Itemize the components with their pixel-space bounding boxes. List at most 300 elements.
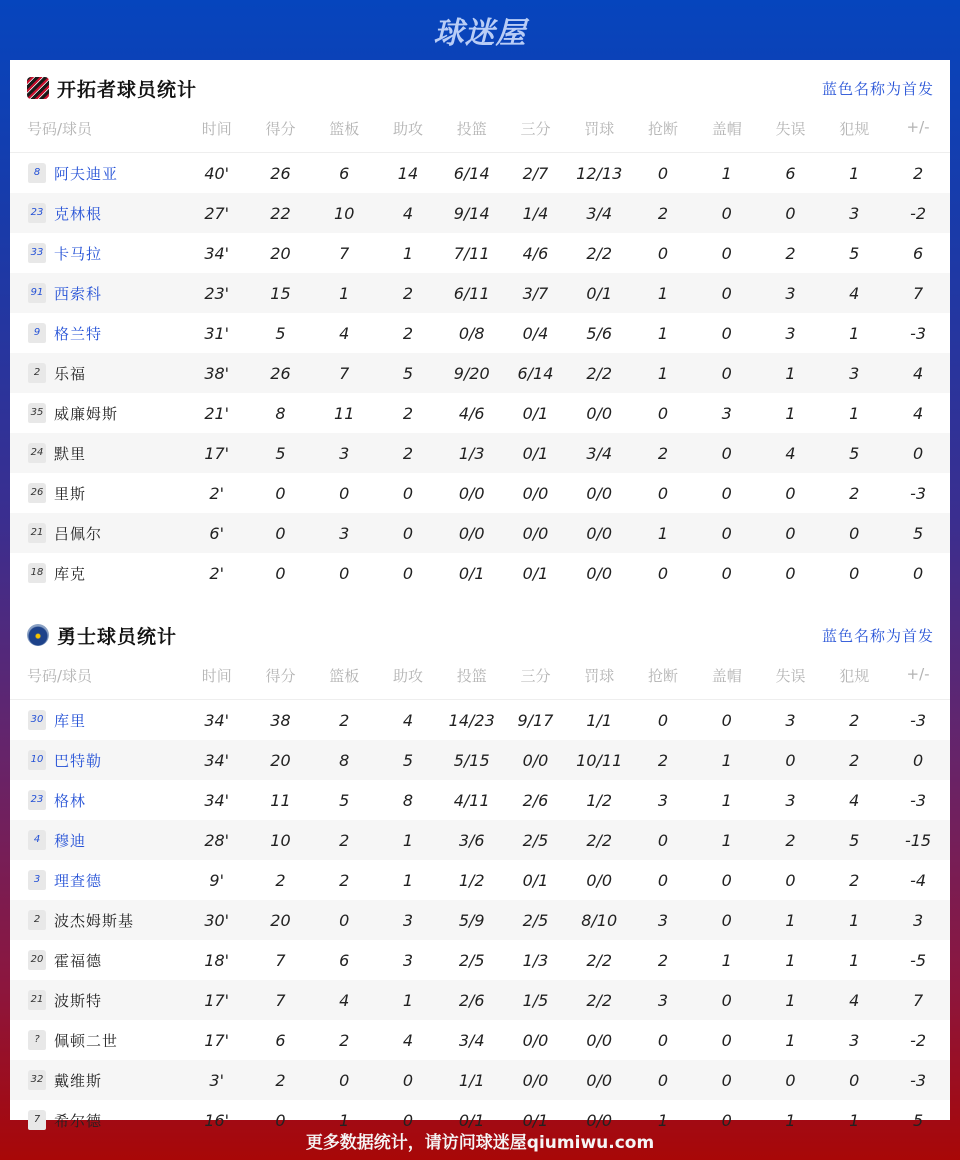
stat-cell: 3/4 xyxy=(567,433,631,473)
stat-cell: 2 xyxy=(822,740,886,780)
stat-cell: 0 xyxy=(312,900,376,940)
stat-cell: 5 xyxy=(376,353,440,393)
stat-cell: 0 xyxy=(657,163,669,183)
stat-cell: 2 xyxy=(759,820,823,860)
stat-cell: 0/1 xyxy=(522,870,549,890)
warriors-logo-icon xyxy=(27,624,49,646)
column-header[interactable]: 盖帽 xyxy=(695,663,759,700)
column-header[interactable]: 失误 xyxy=(759,663,823,700)
stat-cell: 5 xyxy=(339,790,350,810)
stat-cell: 1/3 xyxy=(440,433,504,473)
stat-cell: 0 xyxy=(402,483,414,503)
stat-cell: 16' xyxy=(204,1110,230,1130)
stat-cell: 3 xyxy=(785,790,796,810)
stat-cell: 6 xyxy=(912,243,924,263)
jersey-number-badge: 23 xyxy=(28,790,46,810)
stat-cell: 0 xyxy=(339,563,350,583)
stat-cell: 2 xyxy=(849,870,860,890)
stat-cell: 0 xyxy=(275,1110,286,1130)
stat-cell: 5 xyxy=(275,323,286,343)
stat-cell: 3 xyxy=(721,403,732,423)
stat-cell: 0 xyxy=(785,563,796,583)
stat-cell: 20 xyxy=(249,740,313,780)
player-name[interactable]: 佩顿二世 xyxy=(54,1031,119,1050)
jersey-number-badge: 24 xyxy=(28,443,46,463)
stat-cell: 34' xyxy=(204,243,230,263)
stat-cell: 0/1 xyxy=(458,1110,485,1130)
player-name[interactable]: 西索科 xyxy=(54,284,103,303)
column-header[interactable]: 犯规 xyxy=(822,116,886,153)
stat-cell: 0/8 xyxy=(458,323,485,343)
player-name[interactable]: 穆迪 xyxy=(54,831,87,850)
stat-cell: 0/4 xyxy=(522,323,549,343)
stat-cell: 1 xyxy=(657,1110,669,1130)
player-row[interactable] xyxy=(10,273,950,313)
player-name[interactable]: 里斯 xyxy=(54,484,87,503)
player-name[interactable]: 巴特勒 xyxy=(54,751,103,770)
jersey-number-badge: 30 xyxy=(28,710,46,730)
player-cell[interactable] xyxy=(10,313,185,353)
column-header[interactable]: 篮板 xyxy=(312,663,376,700)
jersey-number-badge: 26 xyxy=(28,483,46,503)
stat-cell: 0 xyxy=(721,323,732,343)
jersey-number-badge: 91 xyxy=(28,283,46,303)
stat-cell: 5 xyxy=(886,513,950,553)
jersey-number-badge: 9 xyxy=(28,323,46,343)
stat-cell: 1 xyxy=(631,513,695,553)
stat-cell: 0/1 xyxy=(458,563,485,583)
player-row[interactable] xyxy=(10,153,950,194)
player-cell[interactable] xyxy=(10,980,185,1020)
player-row[interactable] xyxy=(10,820,950,860)
player-row[interactable] xyxy=(10,860,950,900)
column-header[interactable]: 助攻 xyxy=(376,663,440,700)
player-name[interactable]: 库里 xyxy=(54,711,87,730)
player-name[interactable]: 波杰姆斯基 xyxy=(54,911,135,930)
player-row[interactable] xyxy=(10,1020,950,1060)
stat-cell: 1 xyxy=(631,273,695,313)
stat-cell: 5 xyxy=(376,740,440,780)
stat-cell: 2/6 xyxy=(440,980,504,1020)
player-cell[interactable] xyxy=(10,780,185,820)
column-header[interactable]: 犯规 xyxy=(822,663,886,700)
column-header[interactable]: 三分 xyxy=(504,663,568,700)
stat-cell: 2/5 xyxy=(504,820,568,860)
stat-cell: 1/2 xyxy=(586,790,613,810)
stat-cell: 1 xyxy=(822,900,886,940)
stat-cell: 8 xyxy=(312,740,376,780)
stat-cell: 4 xyxy=(886,353,950,393)
stat-cell: 5/15 xyxy=(440,740,504,780)
stat-cell: 4 xyxy=(402,710,414,730)
stat-cell: 2/5 xyxy=(458,950,485,970)
stat-cell: 1 xyxy=(376,820,440,860)
stat-cell: 7/11 xyxy=(453,243,490,263)
player-cell[interactable] xyxy=(10,820,185,860)
stat-cell: 0 xyxy=(376,1060,440,1100)
site-logo: 球迷屋 xyxy=(433,16,527,51)
player-row[interactable] xyxy=(10,1060,950,1100)
stat-cell: 3 xyxy=(402,950,414,970)
stat-cell: 0 xyxy=(339,483,350,503)
stat-cell: 2/2 xyxy=(586,950,613,970)
player-name[interactable]: 威廉姆斯 xyxy=(54,404,119,423)
stat-cell: 2 xyxy=(631,193,695,233)
player-row[interactable] xyxy=(10,700,950,741)
stat-cell: 6/14 xyxy=(453,163,490,183)
stat-cell: 2 xyxy=(402,403,414,423)
player-cell[interactable] xyxy=(10,1020,185,1060)
player-row[interactable] xyxy=(10,233,950,273)
stat-cell: 6/14 xyxy=(504,353,568,393)
stat-cell: 1 xyxy=(759,980,823,1020)
stat-cell: 0 xyxy=(785,870,796,890)
stat-cell: 0/0 xyxy=(458,483,485,503)
team-section-header xyxy=(10,607,950,663)
stat-cell: 20 xyxy=(270,243,291,263)
player-name[interactable]: 库克 xyxy=(54,564,87,583)
blazers-logo-icon xyxy=(27,77,49,99)
stat-cell: 2 xyxy=(402,323,414,343)
stat-cell: 0 xyxy=(759,193,823,233)
stat-cell: 6 xyxy=(275,1030,286,1050)
team-section-header xyxy=(10,60,950,116)
stat-cell: 0/0 xyxy=(567,1060,631,1100)
stat-cell: 2' xyxy=(209,563,224,583)
stat-cell: 34' xyxy=(185,740,249,780)
stat-cell: 3' xyxy=(185,1060,249,1100)
stat-cell: 1 xyxy=(785,1110,796,1130)
stat-cell: 5/9 xyxy=(440,900,504,940)
stat-cell: 0/0 xyxy=(586,870,613,890)
stat-cell: 1 xyxy=(657,323,669,343)
stat-cell: 4 xyxy=(849,790,860,810)
column-header[interactable]: 号码/球员 xyxy=(10,663,185,700)
column-header[interactable]: 助攻 xyxy=(376,116,440,153)
stat-cell: 22 xyxy=(249,193,313,233)
stat-cell: 4 xyxy=(759,433,823,473)
stat-cell: 3 xyxy=(376,900,440,940)
stat-cell: 1/5 xyxy=(504,980,568,1020)
starter-legend-note: 蓝色名称为首发 xyxy=(821,626,934,645)
stat-cell: 1 xyxy=(376,980,440,1020)
player-name[interactable]: 阿夫迪亚 xyxy=(54,164,119,183)
player-row[interactable] xyxy=(10,353,950,393)
player-cell[interactable] xyxy=(10,153,185,194)
player-cell[interactable] xyxy=(10,940,185,980)
stat-cell: -2 xyxy=(886,193,950,233)
stat-cell: 0 xyxy=(721,1110,732,1130)
stat-cell: 1 xyxy=(785,1030,796,1050)
stat-cell: 5 xyxy=(912,1110,924,1130)
jersey-number-badge: 33 xyxy=(28,243,46,263)
stats-card xyxy=(10,60,950,1130)
stat-cell: 5/6 xyxy=(586,323,613,343)
column-header[interactable]: 时间 xyxy=(185,116,249,153)
player-row[interactable] xyxy=(10,553,950,593)
stat-cell: 10/11 xyxy=(567,740,631,780)
stat-cell: -3 xyxy=(886,1060,950,1100)
player-cell[interactable] xyxy=(10,900,185,940)
stat-cell: 3 xyxy=(312,433,376,473)
stat-cell: 1 xyxy=(312,273,376,313)
column-header[interactable]: 抢断 xyxy=(631,116,695,153)
stat-cell: 0 xyxy=(759,513,823,553)
stat-cell: 40' xyxy=(204,163,230,183)
stat-cell: 4 xyxy=(339,323,350,343)
stat-cell: -3 xyxy=(910,483,927,503)
stat-cell: 17' xyxy=(185,433,249,473)
player-name[interactable]: 波斯特 xyxy=(54,991,103,1010)
column-header[interactable]: 投篮 xyxy=(440,116,504,153)
column-header[interactable]: 抢断 xyxy=(631,663,695,700)
column-header[interactable]: 得分 xyxy=(249,116,313,153)
stat-cell: 7 xyxy=(275,950,286,970)
stat-cell: 0 xyxy=(721,563,732,583)
stat-cell: 2 xyxy=(339,1030,350,1050)
player-cell[interactable] xyxy=(10,353,185,393)
player-cell[interactable] xyxy=(10,473,185,513)
jersey-number-badge: 35 xyxy=(28,403,46,423)
stat-cell: 2/2 xyxy=(567,980,631,1020)
player-row[interactable] xyxy=(10,980,950,1020)
column-header[interactable]: 时间 xyxy=(185,663,249,700)
stat-cell: 2 xyxy=(376,273,440,313)
stat-cell: 4 xyxy=(312,980,376,1020)
stat-cell: 2 xyxy=(849,483,860,503)
stat-cell: 2 xyxy=(631,740,695,780)
player-cell[interactable] xyxy=(10,1060,185,1100)
stat-cell: 0 xyxy=(631,820,695,860)
stat-cell: 4 xyxy=(822,980,886,1020)
team-title: 勇士球员统计 xyxy=(57,625,178,648)
stat-cell: -4 xyxy=(910,870,927,890)
stat-cell: -3 xyxy=(910,710,927,730)
player-name[interactable]: 戴维斯 xyxy=(54,1071,103,1090)
stat-cell: 2 xyxy=(376,433,440,473)
stat-cell: 18' xyxy=(204,950,230,970)
player-name[interactable]: 卡马拉 xyxy=(54,244,103,263)
stat-cell: 0 xyxy=(886,740,950,780)
stat-cell: 0 xyxy=(275,563,286,583)
section-spacer xyxy=(10,593,950,607)
column-header[interactable]: 罚球 xyxy=(567,116,631,153)
stat-cell: 8 xyxy=(275,403,286,423)
column-header[interactable]: 投篮 xyxy=(440,663,504,700)
stat-cell: 8 xyxy=(402,790,414,810)
jersey-number-badge: ? xyxy=(28,1030,46,1050)
player-row[interactable] xyxy=(10,513,950,553)
stat-cell: 4/6 xyxy=(522,243,549,263)
stat-cell: 0/0 xyxy=(522,1030,549,1050)
stat-cell: 34' xyxy=(204,790,230,810)
stat-cell: 5 xyxy=(822,820,886,860)
stat-cell: 6 xyxy=(339,950,350,970)
footer-banner: 更多数据统计，请访问球迷屋qiumiwu.com xyxy=(305,1132,655,1153)
stat-cell: 38 xyxy=(270,710,291,730)
stat-cell: 0/0 xyxy=(567,513,631,553)
player-row[interactable] xyxy=(10,473,950,513)
player-cell[interactable] xyxy=(10,700,185,741)
column-header[interactable]: 篮板 xyxy=(312,116,376,153)
stat-cell: 0 xyxy=(657,243,669,263)
stat-cell: 2 xyxy=(249,1060,313,1100)
stat-cell: 0 xyxy=(721,710,732,730)
player-name[interactable]: 理查德 xyxy=(54,871,103,890)
stat-cell: 10 xyxy=(249,820,313,860)
stat-cell: 23' xyxy=(185,273,249,313)
player-row[interactable] xyxy=(10,433,950,473)
column-header[interactable]: 失误 xyxy=(759,116,823,153)
jersey-number-badge: 21 xyxy=(28,523,46,543)
stat-cell: 20 xyxy=(249,900,313,940)
column-header[interactable]: 罚球 xyxy=(567,663,631,700)
stat-cell: 2 xyxy=(912,163,924,183)
column-header[interactable]: 盖帽 xyxy=(695,116,759,153)
stat-cell: 2/2 xyxy=(567,353,631,393)
stat-cell: 0 xyxy=(785,483,796,503)
stat-cell: 7 xyxy=(886,273,950,313)
column-header[interactable]: +/- xyxy=(886,663,950,700)
player-name[interactable]: 默里 xyxy=(54,444,87,463)
stat-cell: 3 xyxy=(785,710,796,730)
stat-cell: 2/2 xyxy=(586,243,613,263)
player-cell[interactable] xyxy=(10,513,185,553)
player-name[interactable]: 格兰特 xyxy=(54,324,103,343)
stat-cell: -3 xyxy=(910,790,927,810)
jersey-number-badge: 2 xyxy=(28,910,46,930)
stat-cell: -2 xyxy=(910,1030,927,1050)
player-stats-table xyxy=(10,663,950,1140)
stat-cell: 0 xyxy=(631,1060,695,1100)
stat-cell: 0 xyxy=(849,563,860,583)
stat-cell: 14/23 xyxy=(448,710,495,730)
stat-cell: 0/0 xyxy=(586,1110,613,1130)
player-stats-table xyxy=(10,116,950,593)
stat-cell: 26 xyxy=(270,163,291,183)
player-name[interactable]: 霍福德 xyxy=(54,951,103,970)
stat-cell: 9' xyxy=(209,870,224,890)
stat-cell: 0 xyxy=(695,1060,759,1100)
player-row[interactable] xyxy=(10,193,950,233)
player-row[interactable] xyxy=(10,740,950,780)
player-row[interactable] xyxy=(10,780,950,820)
player-name[interactable]: 希尔德 xyxy=(54,1111,103,1130)
stat-cell: 3 xyxy=(822,353,886,393)
column-header[interactable]: 得分 xyxy=(249,663,313,700)
stat-cell: -5 xyxy=(910,950,927,970)
stat-cell: 7 xyxy=(249,980,313,1020)
player-row[interactable] xyxy=(10,313,950,353)
player-cell[interactable] xyxy=(10,193,185,233)
stat-cell: 0 xyxy=(249,513,313,553)
player-cell[interactable] xyxy=(10,433,185,473)
player-cell[interactable] xyxy=(10,740,185,780)
stat-cell: 1 xyxy=(721,163,732,183)
stat-cell: 0/0 xyxy=(586,563,613,583)
stat-cell: 0/0 xyxy=(504,1060,568,1100)
stat-cell: 1 xyxy=(849,950,860,970)
stat-cell: 5 xyxy=(249,433,313,473)
stat-cell: 0/1 xyxy=(522,403,549,423)
stat-cell: 0 xyxy=(657,870,669,890)
stat-cell: 8/10 xyxy=(567,900,631,940)
stat-cell: 31' xyxy=(204,323,230,343)
stat-cell: 0 xyxy=(721,1030,732,1050)
stat-cell: 10 xyxy=(312,193,376,233)
stat-cell: 11 xyxy=(270,790,291,810)
stat-cell: 3/6 xyxy=(440,820,504,860)
stat-cell: 1 xyxy=(631,353,695,393)
stat-cell: 0 xyxy=(695,900,759,940)
stat-cell: 4 xyxy=(402,1030,414,1050)
stat-cell: 15 xyxy=(249,273,313,313)
stat-cell: 0 xyxy=(695,433,759,473)
jersey-number-badge: 7 xyxy=(28,1110,46,1130)
column-header[interactable]: +/- xyxy=(886,116,950,153)
stat-cell: 3 xyxy=(631,980,695,1020)
stat-cell: 1 xyxy=(402,870,414,890)
jersey-number-badge: 23 xyxy=(28,203,46,223)
jersey-number-badge: 3 xyxy=(28,870,46,890)
stat-cell: 2/5 xyxy=(504,900,568,940)
stat-cell: 4/6 xyxy=(458,403,485,423)
player-row[interactable] xyxy=(10,900,950,940)
player-row[interactable] xyxy=(10,393,950,433)
stat-cell: 1/1 xyxy=(440,1060,504,1100)
stat-cell: 0 xyxy=(657,483,669,503)
player-cell[interactable] xyxy=(10,273,185,313)
stat-cell: 6 xyxy=(339,163,350,183)
player-name[interactable]: 格林 xyxy=(54,791,87,810)
table-header-row xyxy=(10,116,950,153)
player-name[interactable]: 吕佩尔 xyxy=(54,524,103,543)
stat-cell: 7 xyxy=(339,243,350,263)
player-name[interactable]: 克林根 xyxy=(54,204,103,223)
stat-cell: 4 xyxy=(912,403,924,423)
column-header[interactable]: 号码/球员 xyxy=(10,116,185,153)
jersey-number-badge: 21 xyxy=(28,990,46,1010)
player-cell[interactable] xyxy=(10,860,185,900)
player-cell[interactable] xyxy=(10,393,185,433)
column-header[interactable]: 三分 xyxy=(504,116,568,153)
stat-cell: -3 xyxy=(910,323,927,343)
stat-cell: 0 xyxy=(759,740,823,780)
stat-cell: 17' xyxy=(204,1030,230,1050)
stat-cell: 0/0 xyxy=(586,1030,613,1050)
player-cell[interactable] xyxy=(10,233,185,273)
jersey-number-badge: 18 xyxy=(28,563,46,583)
starter-legend-note: 蓝色名称为首发 xyxy=(821,79,934,98)
stat-cell: 7 xyxy=(312,353,376,393)
stat-cell: 9/14 xyxy=(440,193,504,233)
stat-cell: 1 xyxy=(849,1110,860,1130)
stat-cell: 2 xyxy=(849,710,860,730)
player-cell[interactable] xyxy=(10,553,185,593)
stat-cell: 2' xyxy=(209,483,224,503)
stat-cell: 1 xyxy=(785,950,796,970)
stat-cell: 0/1 xyxy=(504,433,568,473)
player-name[interactable]: 乐福 xyxy=(54,364,87,383)
stat-cell: 1 xyxy=(849,403,860,423)
player-row[interactable] xyxy=(10,940,950,980)
stat-cell: 0 xyxy=(657,1030,669,1050)
stat-cell: 0 xyxy=(695,353,759,393)
stat-cell: 1 xyxy=(759,900,823,940)
stat-cell: 2 xyxy=(339,870,350,890)
stat-cell: 1/2 xyxy=(458,870,485,890)
stat-cell: 0 xyxy=(657,403,669,423)
